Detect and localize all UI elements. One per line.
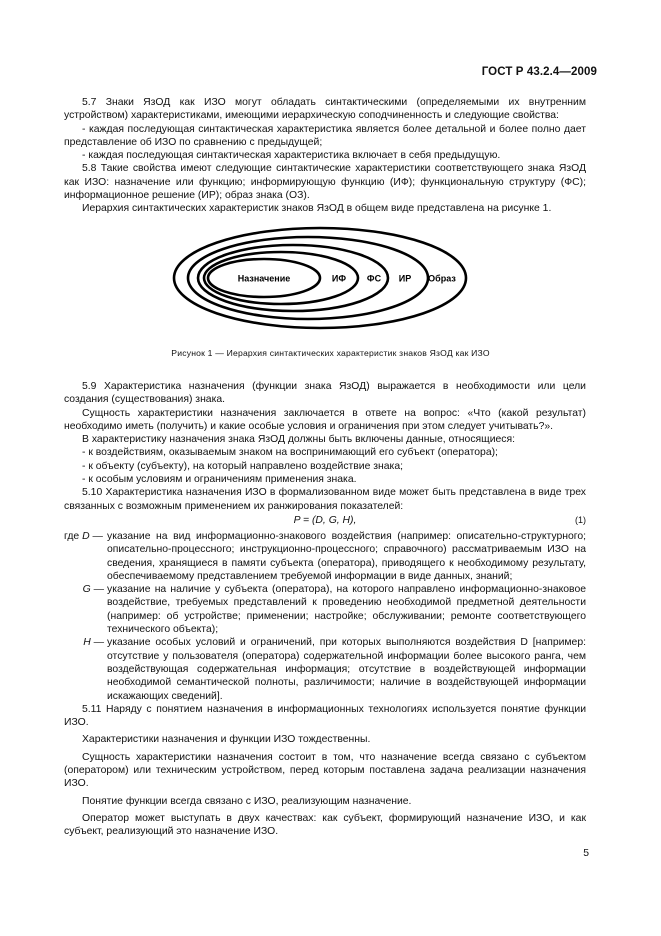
list-item: - каждая последующая синтактическая характеристика включает в себя предыдущую. xyxy=(82,150,501,162)
paragraph-essence: Сущность характеристики назначения заключается в ответе на вопрос: «Что (какой результат) необходимо иметь (получить) и какие особые условия и ограничения при этом следует учитывать?». xyxy=(64,407,586,432)
paragraph-5-11: 5.11 Наряду с понятием назначения в информационных технологиях используется понятие функции ИЗО. xyxy=(64,703,586,729)
paragraph-5-8: 5.8 Такие свойства имеют следующие синтактические характеристики соответствующего знака ЯзОД как ИЗО: назначение или функцию; информирующую функцию (ИФ); функциональную структуру (ФС); информационное решение (ИР); образ знака (ОЗ). xyxy=(64,163,586,202)
paragraph-hierarchy-intro: Иерархия синтактических характеристик знаков ЯзОД в общем виде представлена на рисунке 1. xyxy=(82,203,552,215)
term-g: G — xyxy=(82,584,104,596)
hierarchy-ellipses-figure xyxy=(170,222,470,334)
label-ir: ИР xyxy=(398,273,412,284)
section-5-9-5-11 xyxy=(64,380,586,839)
definition-g-text: указание на наличие у субъекта (оператора), на которого направлено информационно-знаковое воздействие, требуемых представлений к проведению необходимой предметной деятельности (например: об устройстве; применении; настройке; обслуживании; ремонте соответствующего технического объекта); xyxy=(107,584,586,636)
definition-h xyxy=(64,636,586,702)
paragraph-essence-2: Сущность характеристики назначения состоит в том, что назначение всегда связано с субъектом (оператором) или техническим устройством, перед которым поставлена задача реализации назначения ИЗО. xyxy=(64,751,586,790)
paragraph-5-9: 5.9 Характеристика назначения (функции знака ЯзОД) выражается в необходимости или цели создания (существования) знака. xyxy=(64,381,586,406)
paragraph-identical: Характеристики назначения и функции ИЗО тождественны. xyxy=(82,734,371,746)
list-item: - каждая последующая синтактическая характеристика является более детальной и более полно дает представление об ИЗО по сравнению с предыдущей; xyxy=(64,123,586,148)
list-item: - к объекту (субъекту), на который направлено воздействие знака; xyxy=(82,460,403,472)
section-5-7-5-8 xyxy=(64,96,586,216)
label-if: ИФ xyxy=(331,273,347,284)
paragraph-include: В характеристику назначения знака ЯзОД должны быть включены данные, относящиеся: xyxy=(82,434,515,446)
where-word: где xyxy=(64,530,80,542)
paragraph-5-10: 5.10 Характеристика назначения ИЗО в формализованном виде может быть представлена в виде трех связанных с возможным применением их ранжирования показателей: xyxy=(64,487,586,512)
ellipse-ir xyxy=(188,237,428,319)
figure-caption: Рисунок 1 — Иерархия синтактических характеристик знаков ЯзОД как ИЗО xyxy=(171,348,490,358)
label-naznachenie: Назначение xyxy=(237,273,291,284)
paragraph-function: Понятие функции всегда связано с ИЗО, реализующим назначение. xyxy=(82,795,412,807)
term-d: D — xyxy=(82,530,103,542)
definition-g xyxy=(64,583,586,636)
definition-d xyxy=(64,530,586,583)
formula-number: (1) xyxy=(575,514,586,525)
standard-header: ГОСТ Р 43.2.4—2009 xyxy=(481,66,597,78)
paragraph-5-7: 5.7 Знаки ЯзОД как ИЗО могут обладать синтактическими (определяемыми их внутренним устройством) характеристиками, имеющими иерархическую соподчиненность и следующие свойства: xyxy=(64,97,586,122)
label-fs: ФС xyxy=(366,273,382,284)
definition-d-text: указание на вид информационно-знакового воздействия (например: описательно-структурного; описательно-процессного; инструкционно-процессного; справочного) рассматриваемым ИЗО на сведения, хранящиеся в памяти субъекта (оператора), приводящего к необходимому результату, обеспечиваемому представлением требуемой информации в виде данных, знаний; xyxy=(107,530,586,582)
definition-h-text: указание особых условий и ограничений, при которых выполняются воздействия D [например: отсутствие у пользователя (оператора) содержательной информации более высокого ранга, чем воздействующая содержательная информация; отсутствие в воздействующей информации необходимой семантической полноты, различимости; наличие в воздействующей информации искажающих сведений]. xyxy=(107,637,586,702)
list-item: - к воздействиям, оказываемым знаком на воспринимающий его субъект (оператора); xyxy=(82,447,498,459)
formula-1 xyxy=(64,514,586,528)
list-item: - к особым условиям и ограничениям применения знака. xyxy=(82,474,357,486)
page-number: 5 xyxy=(583,848,589,859)
label-obraz: Образ xyxy=(428,273,456,284)
term-h: H — xyxy=(83,637,104,649)
paragraph-operator: Оператор может выступать в двух качествах: как субъект, формирующий назначение ИЗО, и как субъект, реализующий это назначение ИЗО. xyxy=(64,812,586,838)
formula-expression: P = (D, G, H), xyxy=(293,514,357,526)
ellipse-fs xyxy=(198,245,388,311)
